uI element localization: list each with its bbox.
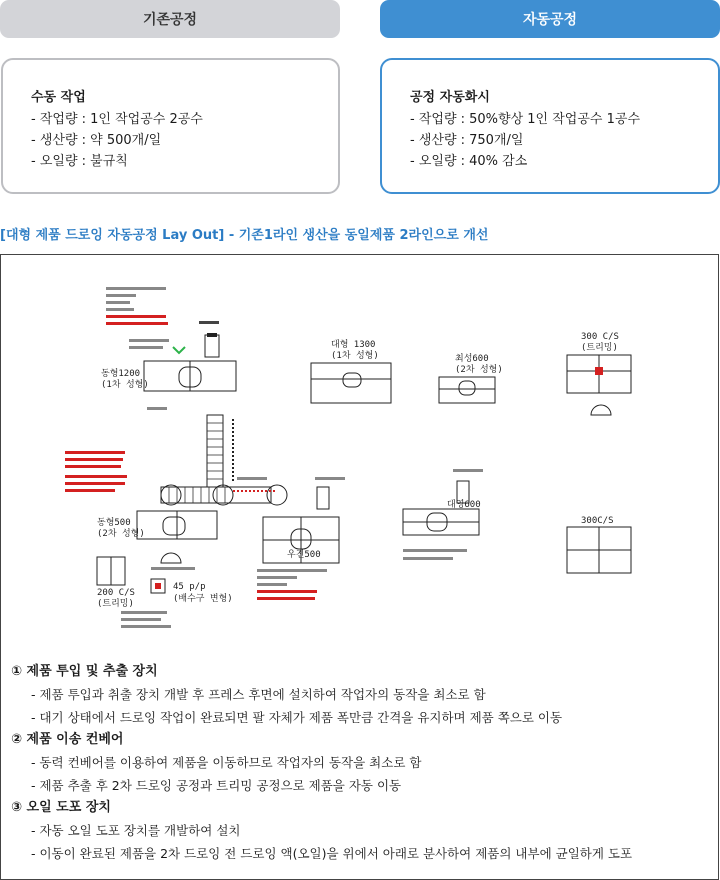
press-500-sub: (2차 성형): [97, 529, 145, 539]
automated-process-card: [380, 58, 720, 194]
transfer-conveyor: [161, 415, 277, 505]
press-600b-station: [403, 469, 483, 560]
spec-notes-left-middle: [65, 451, 127, 492]
section-3-item: - 이동이 완료된 제품을 2차 드로잉 전 드로잉 액(오일)을 위에서 아래로 분사하여 제품의 내부에 균일하게 도포: [31, 846, 633, 861]
automated-card-title: 공정 자동화시: [410, 90, 490, 105]
section-1-title: ① 제품 투입 및 추출 장치: [11, 664, 158, 679]
automated-card-line: - 오일량 : 40% 감소: [410, 154, 528, 169]
press-45-label: 45 p/p: [173, 582, 206, 592]
press-1200-label: 동형1200: [101, 369, 141, 379]
description-list: [11, 661, 711, 865]
cs-200-station: [97, 557, 135, 609]
section-3-item: - 자동 오일 도포 장치를 개발하여 설치: [31, 823, 241, 838]
press-600a-station: [439, 352, 503, 403]
automated-card-line: - 작업량 : 50%향상 1인 작업공수 1공수: [410, 112, 640, 127]
existing-card-line: - 생산량 : 약 500개/일: [31, 133, 162, 148]
cs-300-top-sub: (트리밍): [581, 343, 618, 353]
automated-card-line: - 생산량 : 750개/일: [410, 133, 524, 148]
section-2-item: - 동력 컨베어를 이용하여 제품을 이동하므로 작업자의 동작을 최소로 함: [31, 755, 422, 770]
layout-section-title: [대형 제품 드로잉 자동공정 Lay Out] - 기존1라인 생산을 동일제품 2라인으로 개선: [0, 228, 489, 243]
existing-card-line: - 작업량 : 1인 작업공수 2공수: [31, 112, 203, 127]
press-1300-station: [311, 338, 391, 403]
press-600b-label: 대영600: [447, 500, 481, 510]
press-600a-sub: (2차 성형): [455, 365, 503, 375]
press-1200-sub: (1차 성형): [101, 380, 149, 390]
press-600a-label: 최성600: [455, 354, 489, 364]
cs-200-sub: (트리밍): [97, 599, 134, 609]
spec-notes-top-left: [106, 287, 169, 349]
existing-process-card: [1, 58, 340, 194]
press-500b-station: [257, 477, 345, 600]
existing-card-title: 수동 작업: [31, 90, 86, 105]
section-2-item: - 제품 추출 후 2차 드로잉 공정과 트리밍 공정으로 제품을 자동 이동: [31, 778, 402, 793]
press-500b-label: 우진500: [287, 550, 321, 560]
tab-existing-process[interactable]: 기존공정: [0, 0, 340, 38]
press-45-station: [121, 579, 233, 628]
section-1-item: - 제품 투입과 취출 장치 개발 후 프레스 후면에 설치하여 작업자의 동작을 최소로 함: [31, 687, 486, 702]
cs-300-top-station: [567, 332, 631, 415]
cs-200-label: 200 C/S: [97, 588, 135, 598]
press-500-label: 동형500: [97, 518, 131, 528]
section-1-item: - 대기 상태에서 드로잉 작업이 완료되면 팔 자체가 제품 폭만큼 간격을 유지하며 제품 쪽으로 이동: [31, 710, 563, 725]
press-1300-label: 대형 1300: [331, 340, 376, 350]
press-500-station: [97, 511, 217, 570]
cs-300-bottom-label: 300C/S: [581, 516, 614, 526]
tab-automated-process[interactable]: 자동공정: [380, 0, 720, 38]
cs-300-bottom-station: [567, 516, 631, 573]
press-45-sub: (배수구 변형): [173, 594, 233, 604]
section-3-title: ③ 오일 도포 장치: [11, 800, 111, 815]
cs-300-top-label: 300 C/S: [581, 332, 619, 342]
press-1200-station: [101, 321, 236, 410]
press-1300-sub: (1차 성형): [331, 351, 379, 361]
layout-drawing: [1, 255, 718, 655]
existing-card-line: - 오일량 : 불규칙: [31, 154, 128, 169]
section-2-title: ② 제품 이송 컨베어: [11, 732, 124, 747]
layout-figure-box: [0, 254, 719, 880]
